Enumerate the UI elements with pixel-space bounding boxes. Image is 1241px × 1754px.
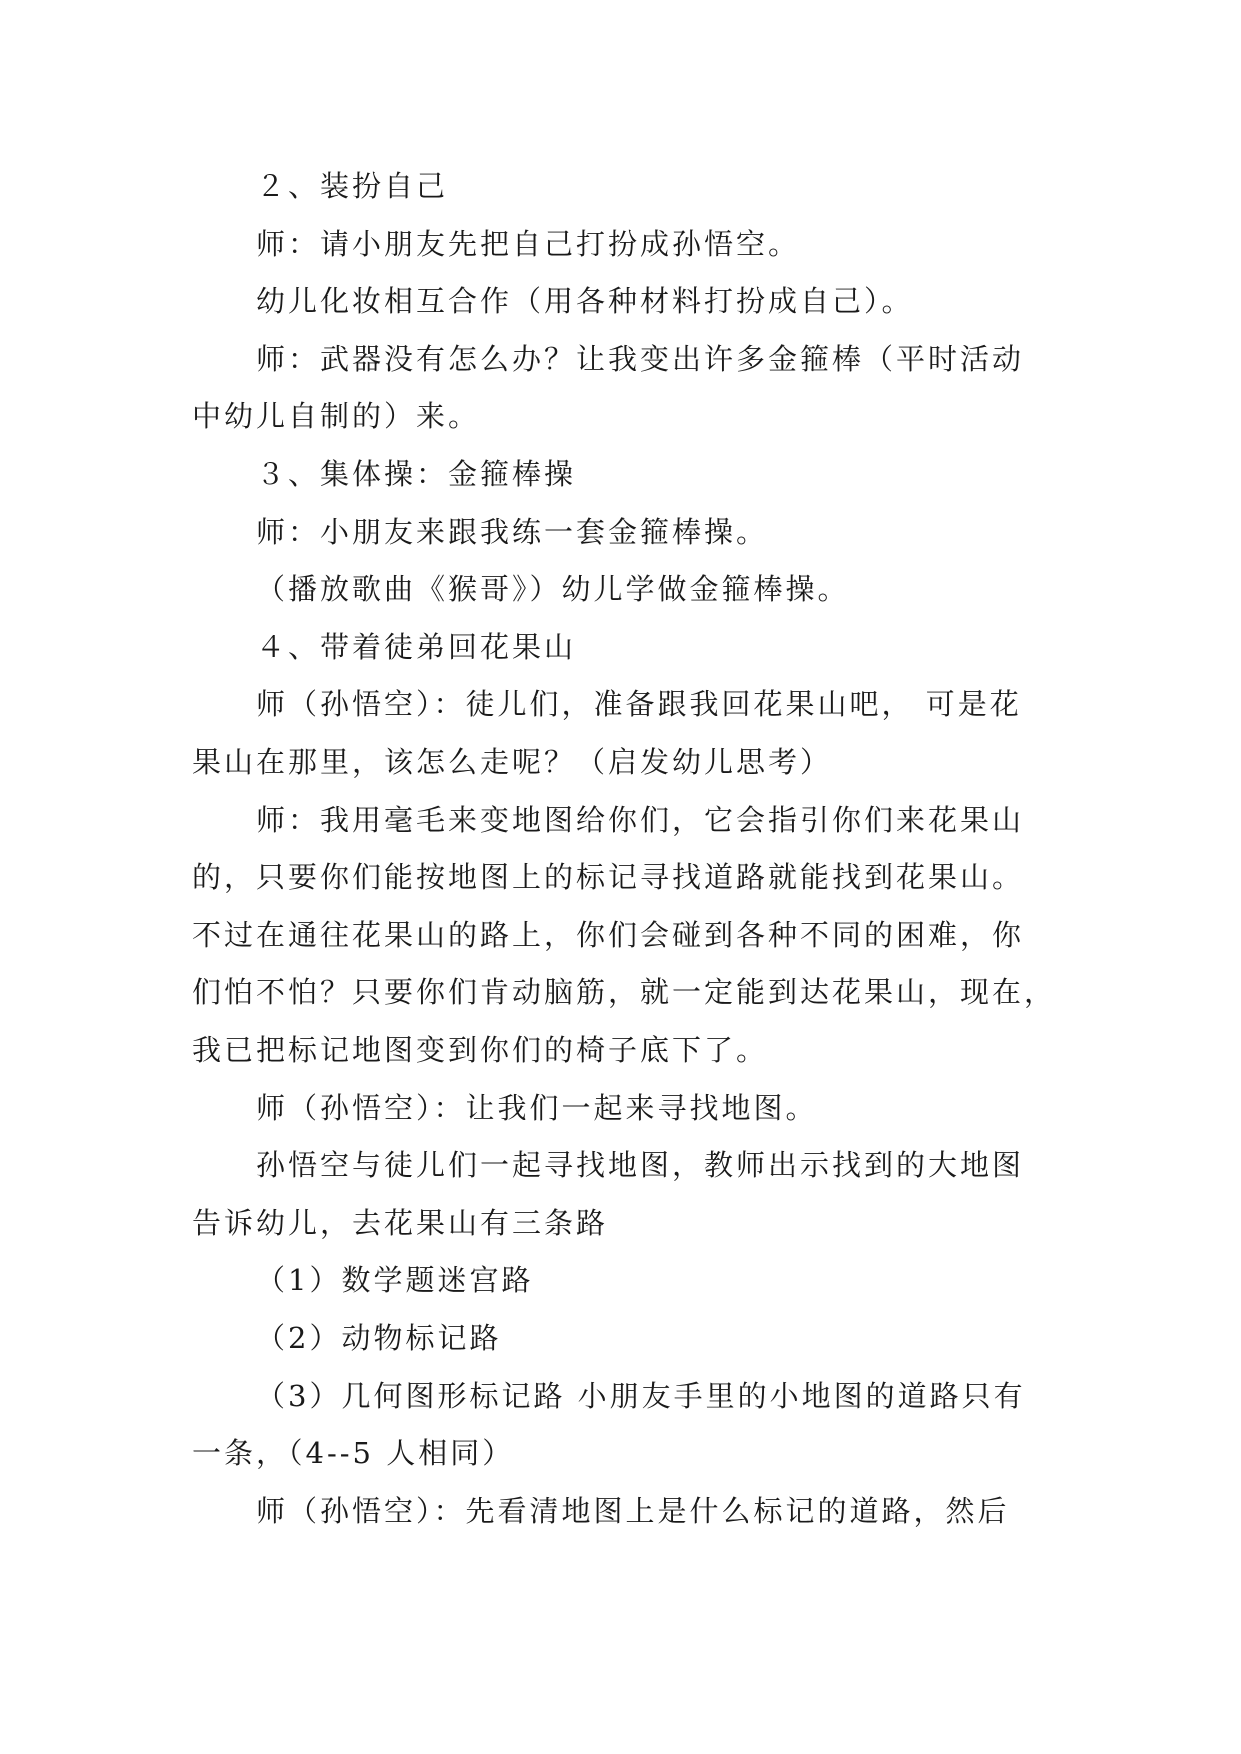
paragraph-line: 师（孙悟空）：先看清地图上是什么标记的道路，然后 — [256, 1494, 1010, 1528]
list-item: （1）数学题迷宫路 — [256, 1263, 534, 1297]
paragraph-line: 师：小朋友来跟我练一套金箍棒操。 — [256, 515, 769, 549]
paragraph-line: 孙悟空与徒儿们一起寻找地图，教师出示找到的大地图 — [256, 1148, 1025, 1182]
section-heading: ３、集体操：金箍棒操 — [256, 457, 577, 491]
list-item: （3）几何图形标记路 小朋友手里的小地图的道路只有 — [256, 1379, 1026, 1413]
paragraph-line: 们怕不怕？只要你们肯动脑筋，就一定能到达花果山，现在， — [192, 975, 1057, 1009]
paragraph-line: 师（孙悟空）：让我们一起来寻找地图。 — [256, 1091, 818, 1125]
paragraph-line: 幼儿化妆相互合作（用各种材料打扮成自己）。 — [256, 284, 914, 318]
paragraph-line: 师（孙悟空）：徒儿们，准备跟我回花果山吧， 可是花 — [256, 687, 1022, 721]
list-item: （2）动物标记路 — [256, 1321, 502, 1355]
section-heading: ２、装扮自己 — [256, 169, 449, 203]
paragraph-line: 不过在通往花果山的路上，你们会碰到各种不同的困难，你 — [192, 918, 1025, 952]
paragraph-line: （播放歌曲《猴哥》）幼儿学做金箍棒操。 — [256, 572, 850, 606]
paragraph-line: 中幼儿自制的）来。 — [192, 399, 481, 433]
paragraph-line: 师：武器没有怎么办？让我变出许多金箍棒（平时活动 — [256, 342, 1025, 376]
paragraph-line: 告诉幼儿，去花果山有三条路 — [192, 1206, 609, 1240]
section-heading: ４、带着徒弟回花果山 — [256, 630, 577, 664]
paragraph-line: 师：请小朋友先把自己打扮成孙悟空。 — [256, 227, 801, 261]
paragraph-line: 师：我用毫毛来变地图给你们，它会指引你们来花果山 — [256, 803, 1025, 837]
paragraph-line: 的，只要你们能按地图上的标记寻找道路就能找到花果山。 — [192, 860, 1025, 894]
paragraph-line: 我已把标记地图变到你们的椅子底下了。 — [192, 1033, 769, 1067]
paragraph-line: 一条，（4--5 人相同） — [192, 1436, 515, 1470]
paragraph-line: 果山在那里，该怎么走呢？（启发幼儿思考） — [192, 745, 833, 779]
